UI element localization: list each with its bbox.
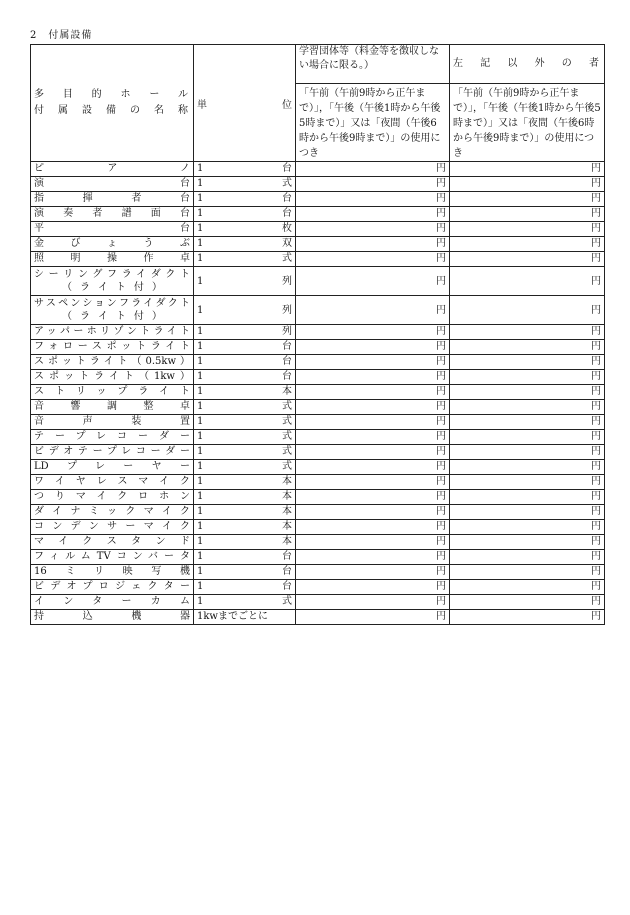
fee-cell-b: 円 <box>450 490 605 505</box>
equipment-name-cell: 指揮者台 <box>31 192 194 207</box>
unit-cell <box>194 610 296 625</box>
fee-cell-b: 円 <box>450 595 605 610</box>
unit-label: 台 <box>282 371 292 382</box>
header-unit-right: 位 <box>282 99 292 111</box>
equipment-name-cell: マイクスタンド <box>31 535 194 550</box>
equipment-name-cell: 音響調整卓 <box>31 400 194 415</box>
unit-label: 台 <box>282 356 292 367</box>
equipment-name-cell: アッパーホリゾントライト <box>31 325 194 340</box>
fee-cell-b: 円 <box>450 430 605 445</box>
unit-cell <box>194 400 296 415</box>
fee-cell-a: 円 <box>296 370 450 385</box>
table-row <box>31 460 605 475</box>
unit-cell <box>194 340 296 355</box>
equipment-name-cell: テープレコーダー <box>31 430 194 445</box>
table-row <box>31 267 605 296</box>
unit-label: 台 <box>282 566 292 577</box>
fee-cell-a: 円 <box>296 595 450 610</box>
table-row <box>31 595 605 610</box>
unit-cell <box>194 430 296 445</box>
unit-cell <box>194 460 296 475</box>
equipment-name-cell: 音声装置 <box>31 415 194 430</box>
fee-cell-b: 円 <box>450 237 605 252</box>
header-group-a-label: 学習団体等（料金等を徴収しない場合に限る。） <box>299 46 439 71</box>
fee-cell-a: 円 <box>296 550 450 565</box>
table-row <box>31 192 605 207</box>
fee-cell-b: 円 <box>450 565 605 580</box>
unit-label: 式 <box>282 401 292 412</box>
equipment-name-note: （ライト付） <box>62 311 162 322</box>
fee-cell-a: 円 <box>296 355 450 370</box>
equipment-name: サスペンションフライダクト <box>34 298 190 309</box>
equipment-name-cell: つりマイクロホン <box>31 490 194 505</box>
fee-cell-b: 円 <box>450 162 605 177</box>
unit-cell <box>194 505 296 520</box>
table-row <box>31 252 605 267</box>
unit-label: 本 <box>282 506 292 517</box>
fee-cell-a: 円 <box>296 252 450 267</box>
unit-label: 本 <box>282 536 292 547</box>
unit-label: 本 <box>282 476 292 487</box>
table-row <box>31 520 605 535</box>
table-row <box>31 222 605 237</box>
unit-quantity: 1 <box>197 461 204 472</box>
unit-label: 式 <box>282 596 292 607</box>
unit-quantity: 1 <box>197 275 204 287</box>
table-row <box>31 162 605 177</box>
table-row <box>31 475 605 490</box>
unit-cell <box>194 162 296 177</box>
header-facility-name <box>31 45 194 162</box>
unit-quantity: 1 <box>197 551 204 562</box>
unit-cell <box>194 565 296 580</box>
unit-quantity: 1 <box>197 566 204 577</box>
unit-label: 1kwまでごとに <box>197 611 268 622</box>
fee-cell-a: 円 <box>296 610 450 625</box>
fee-cell-a: 円 <box>296 415 450 430</box>
unit-quantity: 1 <box>197 371 204 382</box>
unit-cell <box>194 177 296 192</box>
unit-cell <box>194 445 296 460</box>
fee-cell-b: 円 <box>450 325 605 340</box>
unit-quantity: 1 <box>197 163 204 174</box>
equipment-name: シーリングフライダクト <box>34 269 190 280</box>
fee-cell-b: 円 <box>450 610 605 625</box>
unit-quantity: 1 <box>197 401 204 412</box>
unit-quantity: 1 <box>197 238 204 249</box>
unit-label: 台 <box>282 341 292 352</box>
header-group-a <box>296 45 450 84</box>
fee-cell-a: 円 <box>296 430 450 445</box>
unit-label: 台 <box>282 163 292 174</box>
fee-cell-b: 円 <box>450 535 605 550</box>
unit-label: 台 <box>282 581 292 592</box>
unit-quantity: 1 <box>197 521 204 532</box>
fee-cell-b: 円 <box>450 207 605 222</box>
equipment-name-cell: 16ミリ映写機 <box>31 565 194 580</box>
unit-label: 台 <box>282 551 292 562</box>
equipment-name-cell: スポットライト（1kw） <box>31 370 194 385</box>
unit-quantity: 1 <box>197 491 204 502</box>
equipment-name-cell: コンデンサーマイク <box>31 520 194 535</box>
equipment-fee-table <box>30 44 605 625</box>
fee-cell-b: 円 <box>450 222 605 237</box>
fee-cell-b: 円 <box>450 177 605 192</box>
unit-quantity: 1 <box>197 193 204 204</box>
table-row <box>31 207 605 222</box>
table-header-row <box>31 45 605 84</box>
fee-cell-b: 円 <box>450 267 605 296</box>
table-row <box>31 177 605 192</box>
fee-cell-b: 円 <box>450 340 605 355</box>
fee-cell-a: 円 <box>296 237 450 252</box>
unit-cell <box>194 520 296 535</box>
unit-cell <box>194 580 296 595</box>
unit-quantity: 1 <box>197 536 204 547</box>
unit-label: 本 <box>282 491 292 502</box>
equipment-name-cell: 演台 <box>31 177 194 192</box>
equipment-name-cell: ピアノ <box>31 162 194 177</box>
header-name-line2: 付属設備の名称 <box>34 105 190 116</box>
equipment-name-cell: スポットライト（0.5kw） <box>31 355 194 370</box>
unit-cell <box>194 267 296 296</box>
unit-label: 式 <box>282 253 292 264</box>
unit-quantity: 1 <box>197 416 204 427</box>
header-period-b <box>450 84 605 162</box>
fee-cell-b: 円 <box>450 445 605 460</box>
fee-cell-a: 円 <box>296 445 450 460</box>
equipment-name-cell: 演奏者譜面台 <box>31 207 194 222</box>
unit-quantity: 1 <box>197 208 204 219</box>
table-row <box>31 505 605 520</box>
fee-cell-b: 円 <box>450 252 605 267</box>
header-period-b-text: 「午前（午前9時から正午まで）」，「午後（午後1時から午後5時まで）」又は「夜間（午後6時から午後9時まで）」の使用につき <box>453 88 601 159</box>
fee-cell-a: 円 <box>296 565 450 580</box>
fee-cell-a: 円 <box>296 535 450 550</box>
unit-cell <box>194 296 296 325</box>
unit-cell <box>194 207 296 222</box>
table-row <box>31 385 605 400</box>
unit-label: 式 <box>282 461 292 472</box>
unit-cell <box>194 595 296 610</box>
unit-cell <box>194 222 296 237</box>
table-row <box>31 400 605 415</box>
fee-cell-b: 円 <box>450 580 605 595</box>
unit-quantity: 1 <box>197 386 204 397</box>
fee-cell-a: 円 <box>296 460 450 475</box>
unit-quantity: 1 <box>197 431 204 442</box>
table-row <box>31 535 605 550</box>
header-group-b <box>450 45 605 84</box>
fee-cell-a: 円 <box>296 296 450 325</box>
equipment-name-cell: 照明操作卓 <box>31 252 194 267</box>
equipment-name-cell: フィルムTVコンバータ <box>31 550 194 565</box>
unit-quantity: 1 <box>197 581 204 592</box>
fee-cell-b: 円 <box>450 415 605 430</box>
unit-cell <box>194 385 296 400</box>
unit-label: 列 <box>282 326 292 337</box>
table-row <box>31 490 605 505</box>
table-row <box>31 610 605 625</box>
fee-cell-b: 円 <box>450 550 605 565</box>
header-unit-left: 単 <box>197 99 207 111</box>
unit-cell <box>194 252 296 267</box>
fee-cell-a: 円 <box>296 325 450 340</box>
header-group-b-label: 左記以外の者 <box>453 58 601 69</box>
fee-cell-a: 円 <box>296 340 450 355</box>
unit-quantity: 1 <box>197 356 204 367</box>
fee-cell-b: 円 <box>450 475 605 490</box>
unit-quantity: 1 <box>197 304 204 316</box>
unit-quantity: 1 <box>197 446 204 457</box>
fee-cell-a: 円 <box>296 490 450 505</box>
table-row <box>31 355 605 370</box>
unit-label: 台 <box>282 193 292 204</box>
fee-cell-a: 円 <box>296 162 450 177</box>
equipment-name-cell <box>31 267 194 296</box>
table-row <box>31 325 605 340</box>
fee-cell-a: 円 <box>296 400 450 415</box>
unit-quantity: 1 <box>197 223 204 234</box>
table-row <box>31 550 605 565</box>
unit-label: 台 <box>282 208 292 219</box>
unit-label: 枚 <box>282 223 292 234</box>
fee-cell-b: 円 <box>450 400 605 415</box>
fee-cell-b: 円 <box>450 355 605 370</box>
unit-quantity: 1 <box>197 506 204 517</box>
fee-cell-b: 円 <box>450 385 605 400</box>
equipment-name-cell: ビデオプロジェクター <box>31 580 194 595</box>
table-row <box>31 296 605 325</box>
table-row <box>31 445 605 460</box>
unit-label: 式 <box>282 178 292 189</box>
fee-cell-a: 円 <box>296 385 450 400</box>
equipment-name-cell: ビデオテープレコーダー <box>31 445 194 460</box>
table-row <box>31 237 605 252</box>
unit-quantity: 1 <box>197 253 204 264</box>
fee-cell-b: 円 <box>450 192 605 207</box>
fee-cell-b: 円 <box>450 505 605 520</box>
unit-label: 式 <box>282 416 292 427</box>
fee-cell-b: 円 <box>450 520 605 535</box>
unit-label: 列 <box>282 275 292 287</box>
header-period-a <box>296 84 450 162</box>
header-period-a-text: 「午前（午前9時から正午まで）」，「午後（午後1時から午後5時まで）」又は「夜間（午後6時から午後9時まで）」の使用につき <box>299 88 441 159</box>
fee-cell-a: 円 <box>296 177 450 192</box>
unit-cell <box>194 550 296 565</box>
equipment-name-cell: インターカム <box>31 595 194 610</box>
fee-cell-a: 円 <box>296 207 450 222</box>
unit-cell <box>194 355 296 370</box>
unit-cell <box>194 475 296 490</box>
equipment-name-cell <box>31 296 194 325</box>
fee-cell-b: 円 <box>450 296 605 325</box>
unit-cell <box>194 535 296 550</box>
table-row <box>31 340 605 355</box>
unit-cell <box>194 415 296 430</box>
unit-quantity: 1 <box>197 476 204 487</box>
unit-label: 列 <box>282 304 292 316</box>
equipment-name-note: （ライト付） <box>62 282 162 293</box>
fee-cell-a: 円 <box>296 192 450 207</box>
table-row <box>31 580 605 595</box>
section-title: 2 付属設備 <box>30 30 93 41</box>
equipment-name-cell: 持込機器 <box>31 610 194 625</box>
fee-cell-a: 円 <box>296 222 450 237</box>
equipment-name-cell: 平台 <box>31 222 194 237</box>
unit-quantity: 1 <box>197 178 204 189</box>
fee-cell-a: 円 <box>296 505 450 520</box>
header-unit <box>194 45 296 162</box>
header-name-line1: 多目的ホール <box>34 89 190 100</box>
equipment-name-cell: LDプレーヤー <box>31 460 194 475</box>
unit-label: 式 <box>282 446 292 457</box>
table-row <box>31 415 605 430</box>
unit-quantity: 1 <box>197 326 204 337</box>
unit-cell <box>194 370 296 385</box>
unit-label: 式 <box>282 431 292 442</box>
equipment-name-cell: ダイナミックマイク <box>31 505 194 520</box>
equipment-name-cell: ストリップライト <box>31 385 194 400</box>
unit-cell <box>194 325 296 340</box>
fee-cell-a: 円 <box>296 580 450 595</box>
unit-label: 本 <box>282 521 292 532</box>
equipment-name-cell: フォロースポットライト <box>31 340 194 355</box>
fee-cell-a: 円 <box>296 475 450 490</box>
table-row <box>31 430 605 445</box>
table-row <box>31 565 605 580</box>
equipment-name-cell: ワイヤレスマイク <box>31 475 194 490</box>
unit-cell <box>194 237 296 252</box>
unit-label: 本 <box>282 386 292 397</box>
unit-quantity: 1 <box>197 341 204 352</box>
equipment-name-cell: 金びょうぶ <box>31 237 194 252</box>
fee-cell-b: 円 <box>450 460 605 475</box>
table-row <box>31 370 605 385</box>
fee-cell-a: 円 <box>296 520 450 535</box>
unit-quantity: 1 <box>197 596 204 607</box>
unit-cell <box>194 192 296 207</box>
fee-cell-a: 円 <box>296 267 450 296</box>
unit-label: 双 <box>282 238 292 249</box>
unit-cell <box>194 490 296 505</box>
fee-cell-b: 円 <box>450 370 605 385</box>
